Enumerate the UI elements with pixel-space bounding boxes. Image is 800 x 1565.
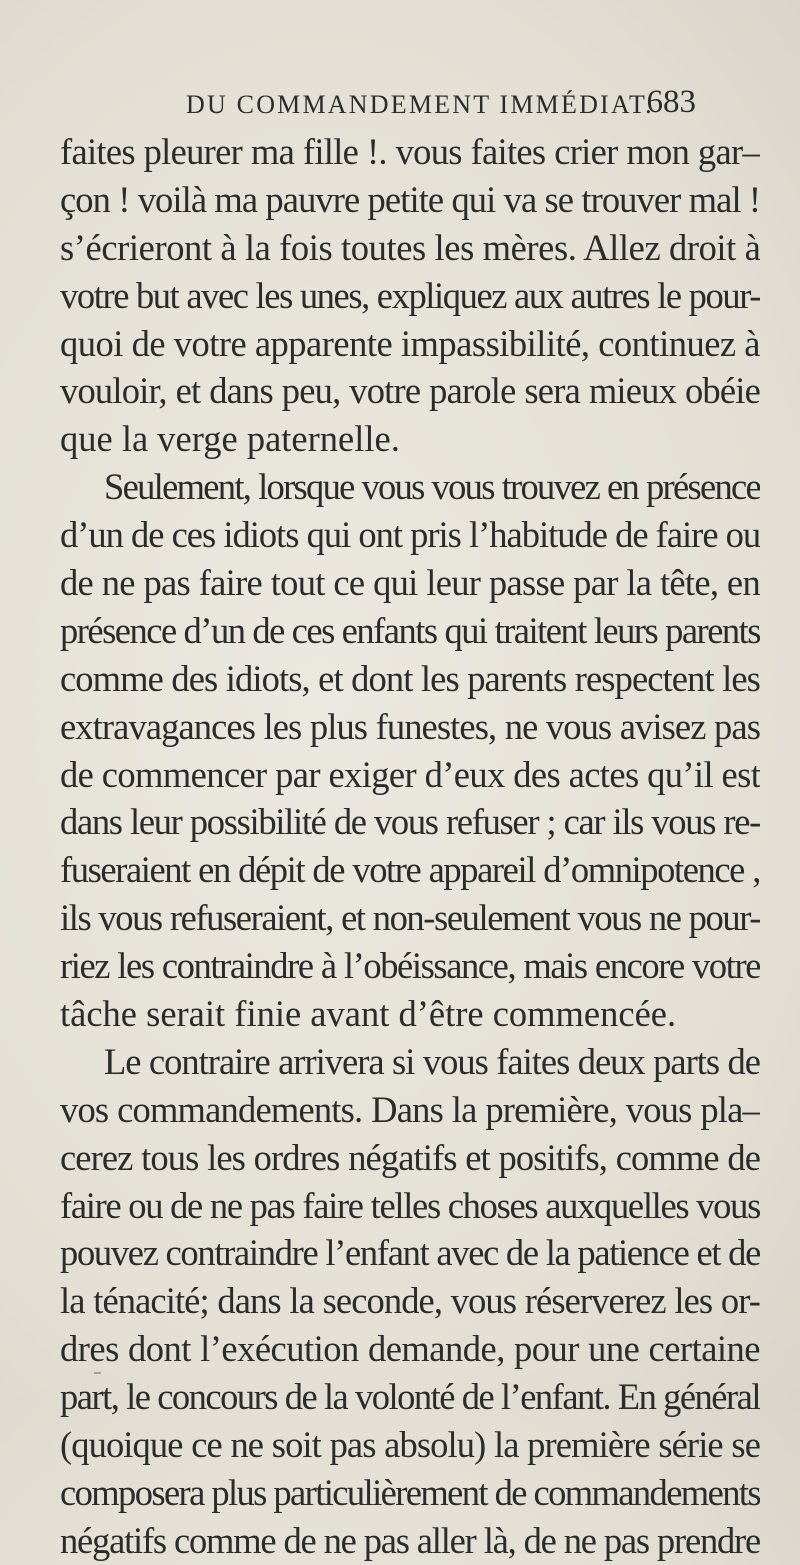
text-line: tâche serait finie avant d’être commencée. — [60, 993, 677, 1035]
text-line: part, le concours de la volonté de l’enfant. En général — [60, 1376, 760, 1418]
paragraph-start-line: Le contraire arrivera si vous faites deux parts de — [104, 1040, 760, 1082]
text-line: de commencer par exiger d’eux des actes qu’il est — [60, 753, 760, 795]
text-line: riez les contraindre à l’obéissance, mais encore votre — [60, 945, 760, 987]
text-line: dres dont l’exécution demande, pour une certaine — [60, 1328, 760, 1370]
text-line: négatifs comme de ne pas aller là, de ne pas prendre — [60, 1519, 760, 1561]
text-line: comme des idiots, et dont les parents respectent les — [60, 657, 760, 699]
text-line: faire ou de ne pas faire telles choses auxquelles vous — [60, 1184, 760, 1226]
text-line: vos commandements. Dans la première, vous pla– — [60, 1088, 760, 1130]
ink-speck — [94, 1372, 101, 1374]
page-number: 683 — [646, 84, 696, 120]
text-line: dans leur possibilité de vous refuser ; car ils vous re- — [60, 801, 760, 843]
body-text — [60, 128, 760, 1565]
text-line: faites pleurer ma fille !. vous faites crier mon gar– — [60, 131, 760, 172]
text-line: quoi de votre apparente impassibilité, continuez à — [60, 322, 760, 364]
text-line: la ténacité; dans la seconde, vous réserverez les or- — [60, 1280, 760, 1322]
text-line: extravagances les plus funestes, ne vous avisez pas — [60, 705, 760, 747]
text-line: cerez tous les ordres négatifs et positifs, comme de — [60, 1136, 760, 1178]
text-line: s’écrieront à la fois toutes les mères. Allez droit à — [60, 226, 760, 268]
text-line: de ne pas faire tout ce qui leur passe par la tête, en — [60, 562, 760, 604]
text-line: (quoique ce ne soit pas absolu) la première série se — [60, 1424, 760, 1466]
text-line: que la verge paternelle. — [60, 418, 400, 460]
page-header — [186, 84, 696, 134]
text-line: çon ! voilà ma pauvre petite qui va se trouver mal ! — [60, 178, 760, 220]
paragraph-start-line: Seulement, lorsque vous vous trouvez en présence — [104, 466, 760, 508]
text-line: présence d’un de ces enfants qui traitent leurs parents — [60, 609, 760, 651]
text-line: ils vous refuseraient, et non-seulement vous ne pour- — [60, 897, 760, 939]
text-line: vouloir, et dans peu, votre parole sera mieux obéie — [60, 370, 760, 412]
text-line: pouvez contraindre l’enfant avec de la patience et de — [60, 1232, 760, 1274]
running-head: DU COMMANDEMENT IMMÉDIAT. — [186, 90, 654, 119]
text-line: fuseraient en dépit de votre appareil d’omnipotence , — [60, 849, 760, 891]
text-line: d’un de ces idiots qui ont pris l’habitude de faire ou — [60, 514, 760, 556]
text-line: composera plus particulièrement de commandements — [60, 1471, 760, 1513]
text-line: votre but avec les unes, expliquez aux autres le pour- — [60, 274, 760, 316]
